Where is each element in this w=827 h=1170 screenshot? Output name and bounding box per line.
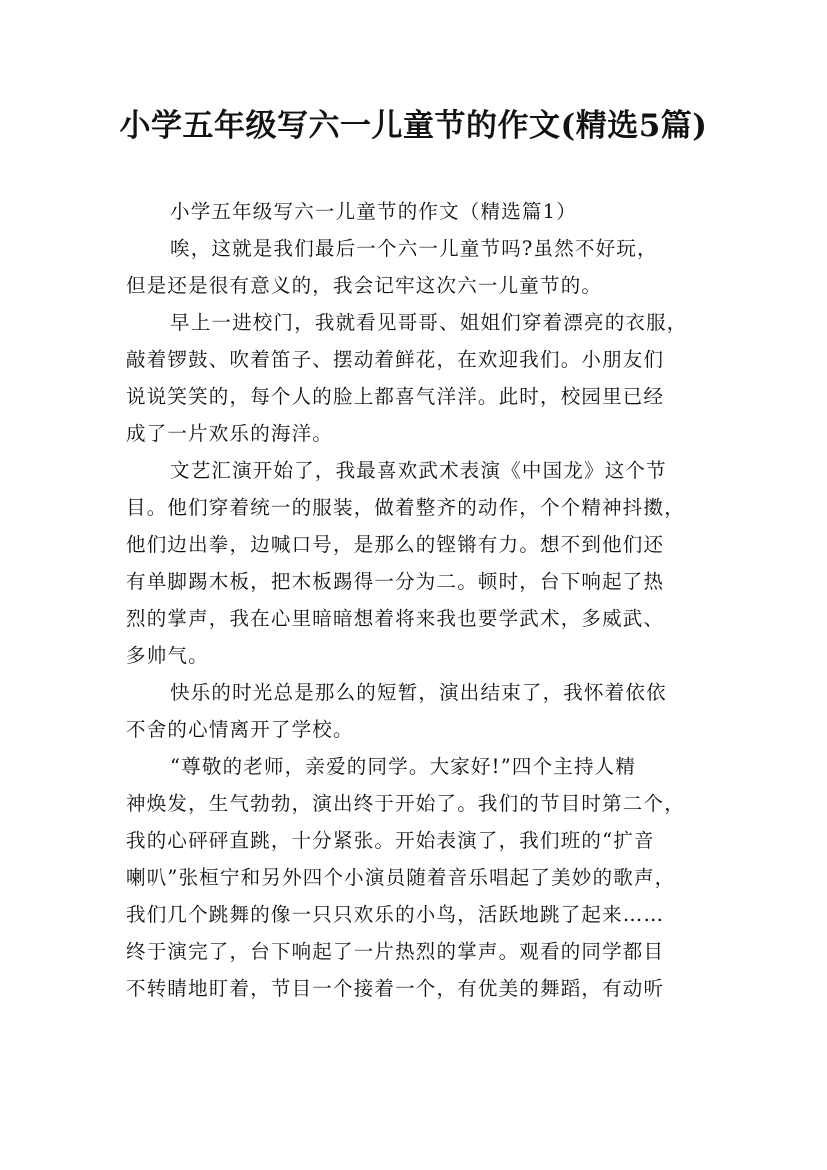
text-line: 说说笑笑的，每个人的脸上都喜气洋洋。此时，校园里已经	[126, 385, 665, 408]
text-line: 唉，这就是我们最后一个六一儿童节吗?虽然不好玩，	[170, 237, 658, 260]
text-line: 我的心砰砰直跳，十分紧张。开始表演了，我们班的“扩音	[126, 829, 655, 852]
text-line: 多帅气。	[126, 644, 209, 667]
text-line: 目。他们穿着统一的服装，做着整齐的动作，个个精神抖擞，	[126, 496, 685, 519]
text-line: 文艺汇演开始了，我最喜欢武术表演《中国龙》这个节	[170, 459, 667, 482]
text-line: 但是还是很有意义的，我会记牢这次六一儿童节的。	[126, 274, 603, 297]
text-line: 快乐的时光总是那么的短暂，演出结束了，我怀着依依	[170, 681, 667, 704]
text-line: 终于演完了，台下响起了一片热烈的掌声。观看的同学都目	[126, 940, 665, 963]
text-line: 成了一片欢乐的海洋。	[126, 422, 334, 445]
text-line: 不转睛地盯着，节目一个接着一个，有优美的舞蹈，有动听	[126, 977, 665, 1000]
text-line: 他们边出拳，边喊口号，是那么的铿锵有力。想不到他们还	[126, 533, 665, 556]
text-line: 早上一进校门，我就看见哥哥、姐姐们穿着漂亮的衣服，	[170, 311, 688, 334]
text-line: 不舍的心情离开了学校。	[126, 718, 354, 741]
text-line: 有单脚踢木板，把木板踢得一分为二。顿时，台下响起了热	[126, 570, 665, 593]
text-line: 喇叭”张桓宁和另外四个小演员随着音乐唱起了美妙的歌声，	[126, 866, 676, 889]
article-body	[126, 193, 716, 1007]
text-line: “尊敬的老师，亲爱的同学。大家好!”四个主持人精	[170, 755, 637, 778]
page-title: 小学五年级写六一儿童节的作文(精选5篇)	[119, 108, 708, 144]
text-line: 小学五年级写六一儿童节的作文（精选篇1）	[170, 200, 577, 223]
text-line: 我们几个跳舞的像一只只欢乐的小鸟，活跃地跳了起来……	[126, 903, 665, 926]
text-line: 烈的掌声，我在心里暗暗想着将来我也要学武术，多威武、	[126, 607, 665, 630]
text-line: 敲着锣鼓、吹着笛子、摆动着鲜花，在欢迎我们。小朋友们	[126, 348, 665, 371]
text-line: 神焕发，生气勃勃，演出终于开始了。我们的节目时第二个，	[126, 792, 685, 815]
